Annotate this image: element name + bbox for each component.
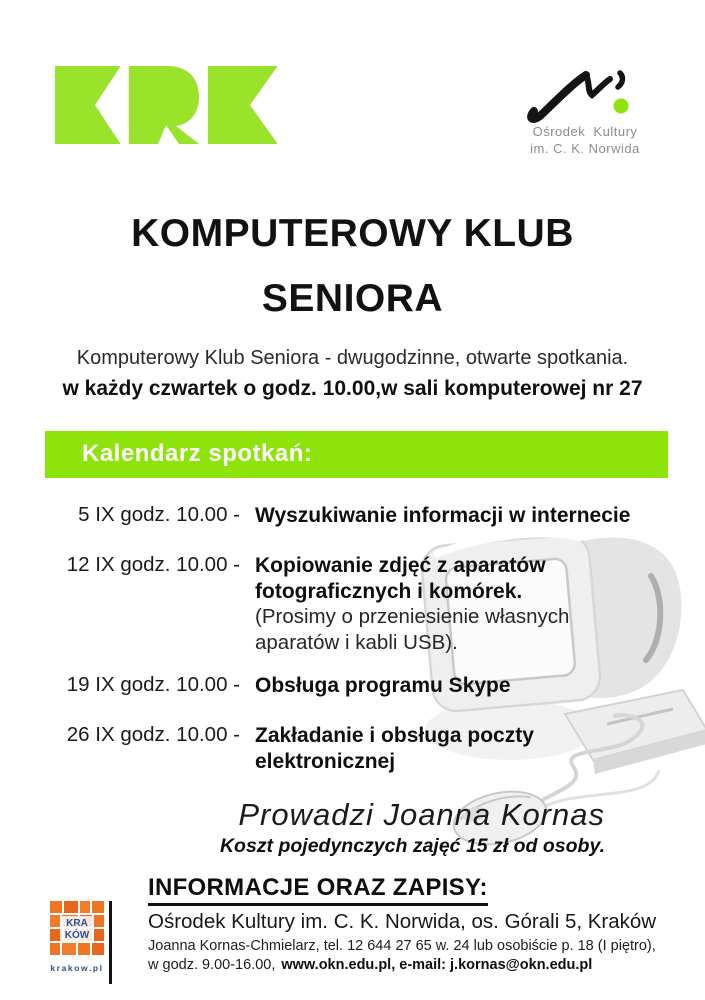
schedule-date: 19 IX godz. 10.00 - [66, 673, 240, 696]
norwida-logo-line2: im. C. K. Norwida [530, 141, 640, 156]
krakow-logo-url: krakow.pl [50, 963, 104, 973]
schedule-topic [255, 553, 655, 604]
footer-contact: Joanna Kornas-Chmielarz, tel. 12 644 27 65 w. 24 lub osobiście p. 18 (I piętro), [148, 938, 656, 954]
krakow-city-logo-icon [50, 901, 104, 961]
intro-schedule-text: w każdy czwartek o godz. 10.00,w sali komputerowej nr 27 [62, 377, 643, 400]
footer-divider [109, 901, 112, 984]
schedule-note-line: (Prosimy o przeniesienie własnych [255, 605, 570, 628]
calligraphic-n-icon [525, 56, 645, 126]
intro-text: Komputerowy Klub Seniora - dwugodzinne, otwarte spotkania. [76, 347, 629, 369]
schedule-topic-line: Zakładanie i obsługa poczty [255, 724, 534, 747]
footer-heading: INFORMACJE ORAZ ZAPISY: [148, 874, 488, 906]
krakow-logo-line2: KÓW [64, 930, 90, 941]
calendar-banner-label: Kalendarz spotkań: [82, 440, 313, 467]
schedule-topic-line: Wyszukiwanie informacji w internecie [255, 504, 631, 527]
footer-website-email: www.okn.edu.pl, e-mail: j.kornas@okn.edu.pl [281, 957, 593, 973]
page-title-line1: KOMPUTEROWY KLUB [131, 212, 574, 255]
krk-logo-icon [55, 66, 278, 144]
footer-hours-text: w godz. 9.00-16.00, [148, 957, 276, 973]
leader-name: Prowadzi Joanna Kornas [238, 797, 605, 832]
schedule-date: 5 IX godz. 10.00 - [78, 503, 240, 526]
schedule-note-line: aparatów i kabli USB). [255, 630, 458, 654]
schedule-topic-line: elektronicznej [255, 749, 396, 773]
schedule-topic-line: Kopiowanie zdjęć z aparatów [255, 554, 546, 577]
schedule-topic [255, 723, 655, 774]
krakow-logo-line1: KRA [66, 918, 88, 929]
schedule-date: 26 IX godz. 10.00 - [66, 723, 240, 746]
calendar-banner [45, 431, 668, 478]
schedule-topic [255, 503, 655, 529]
schedule-topic-line: fotograficznych i komórek. [255, 579, 523, 603]
schedule-note [255, 604, 655, 655]
cost-info: Koszt pojedynczych zajęć 15 zł od osoby. [219, 835, 605, 857]
schedule-topic-line: Obsługa programu Skype [255, 674, 511, 697]
page-title-line2: SENIORA [261, 277, 444, 320]
footer-hours-line [148, 957, 592, 973]
schedule-date: 12 IX godz. 10.00 - [66, 553, 240, 576]
schedule-topic [255, 673, 655, 699]
norwida-logo [505, 54, 665, 164]
norwida-logo-line1: Ośrodek Kultury [532, 124, 638, 139]
footer-address: Ośrodek Kultury im. C. K. Norwida, os. Górali 5, Kraków [148, 910, 657, 933]
